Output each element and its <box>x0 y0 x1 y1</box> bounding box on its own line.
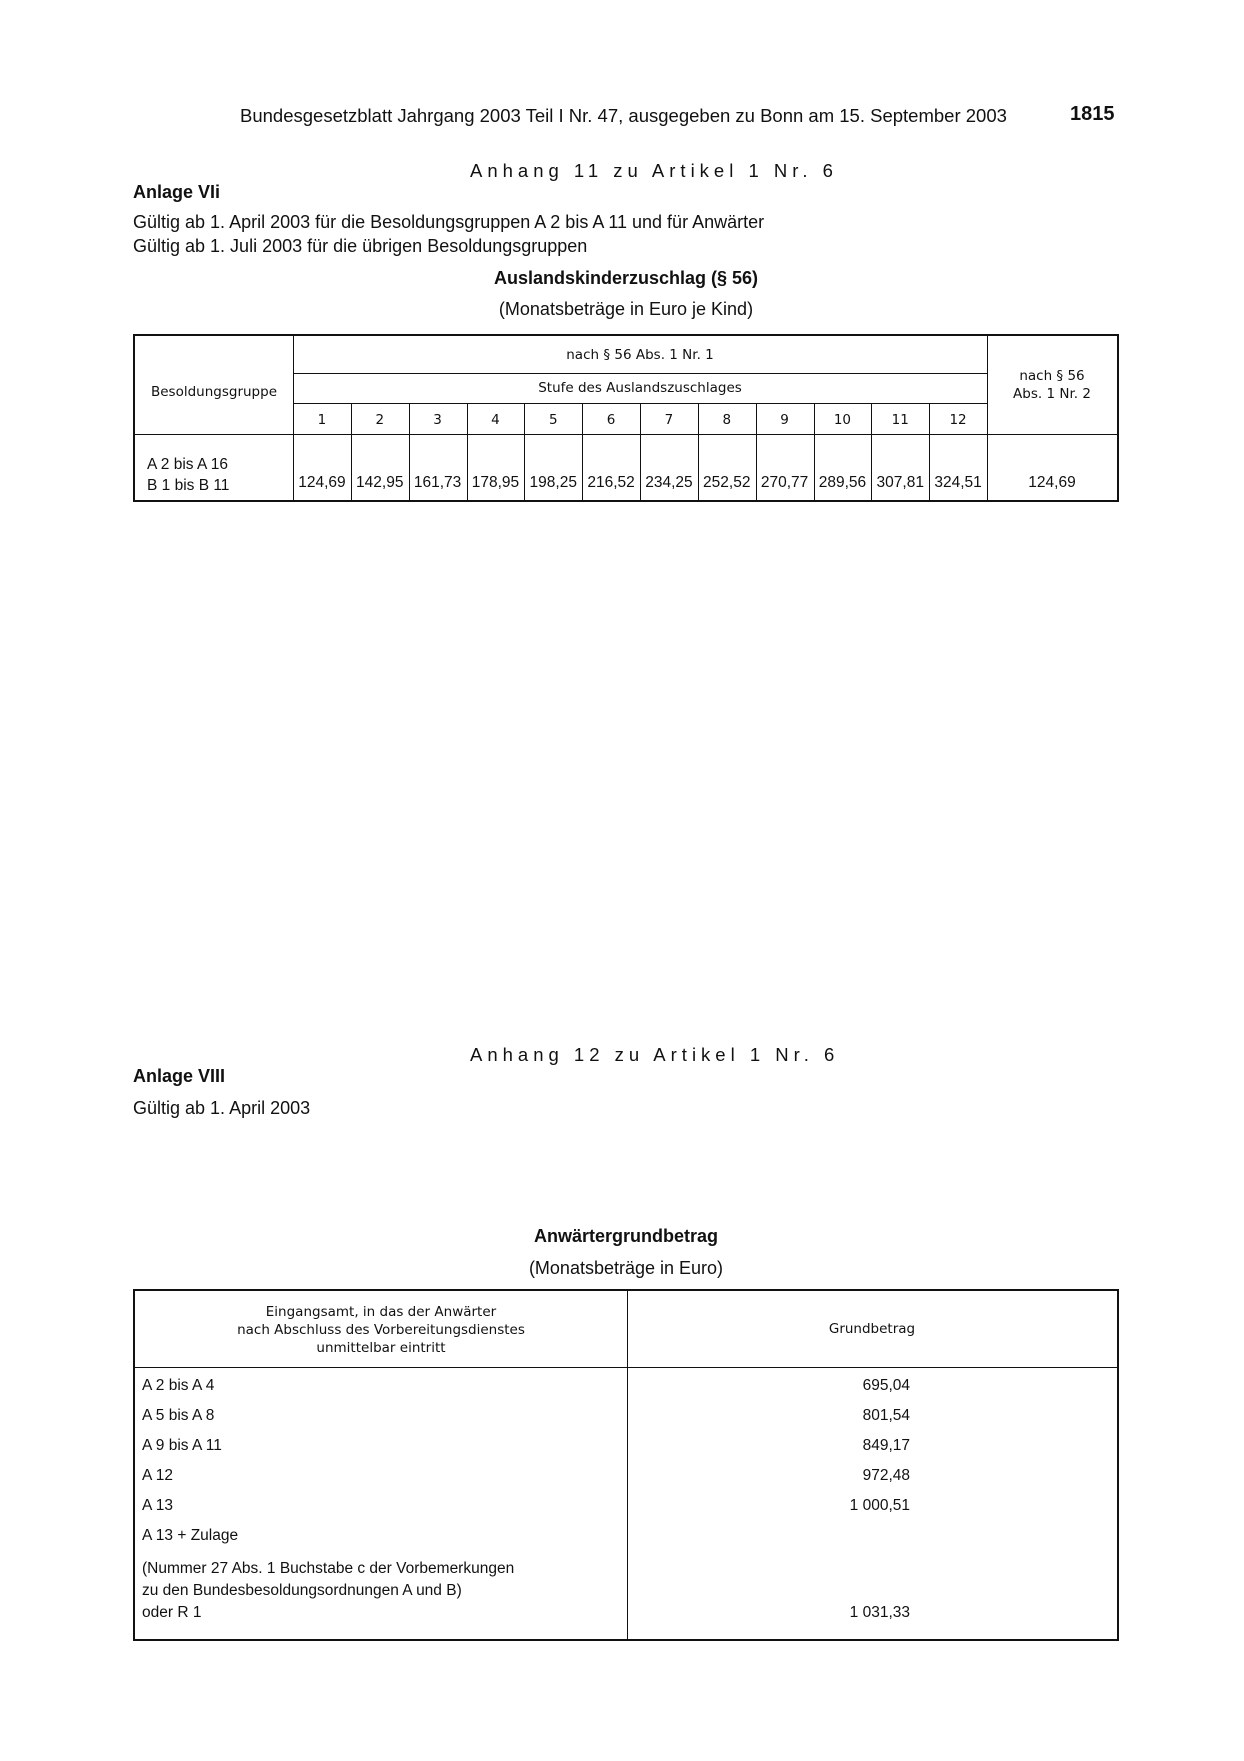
table-row-value: 849,17 <box>862 1437 910 1454</box>
row-label-line2: B 1 bis B 11 <box>147 477 230 494</box>
header-eingangsamt-line2: nach Abschluss des Vorbereitungsdienstes <box>237 1322 525 1338</box>
table-row-label: A 9 bis A 11 <box>142 1437 222 1454</box>
validity-section2: Gültig ab 1. April 2003 <box>133 1098 311 1118</box>
stufe-value-2: 142,95 <box>356 474 404 491</box>
stufe-value-6: 216,52 <box>587 474 635 491</box>
last-row-line1: (Nummer 27 Abs. 1 Buchstabe c der Vorbemerkungen <box>142 1560 515 1577</box>
anhang-11-heading: Anhang 11 zu Artikel 1 Nr. 6 <box>470 160 838 181</box>
anlage-heading: Anlage VIi <box>133 182 221 202</box>
stufe-header-7: 7 <box>664 412 674 428</box>
row-label-line1: A 2 bis A 16 <box>147 456 229 473</box>
table-row-label: A 13 + Zulage <box>142 1527 239 1544</box>
stufe-value-12: 324,51 <box>934 474 982 491</box>
stufe-header-8: 8 <box>722 412 732 428</box>
stufe-header-12: 12 <box>949 412 967 428</box>
last-row-line3: oder R 1 <box>142 1604 202 1621</box>
stufe-header-10: 10 <box>833 412 851 428</box>
header-nach-56-line2: Abs. 1 Nr. 2 <box>1013 386 1091 402</box>
stufe-header-6: 6 <box>606 412 616 428</box>
table-row-value: 801,54 <box>862 1407 910 1424</box>
page-header-title: Bundesgesetzblatt Jahrgang 2003 Teil I Nr. 47, ausgegeben zu Bonn am 15. September 2003 <box>240 105 1007 126</box>
stufe-value-10: 289,56 <box>818 474 867 491</box>
stufe-header-4: 4 <box>491 412 500 428</box>
stufe-header-5: 5 <box>548 412 558 428</box>
stufe-value-4: 178,95 <box>471 474 520 491</box>
besoldungsgruppe-header: Besoldungsgruppe <box>150 384 277 400</box>
table-1-subtitle: (Monatsbeträge in Euro je Kind) <box>498 299 754 319</box>
stufe-header-9: 9 <box>780 412 789 428</box>
validity-line-2: Gültig ab 1. Juli 2003 für die übrigen Besoldungsgruppen <box>133 236 588 256</box>
anlage-viii-heading: Anlage VIII <box>133 1066 226 1086</box>
header-grundbetrag: Grundbetrag <box>828 1321 916 1337</box>
stufe-value-8: 252,52 <box>703 474 751 491</box>
table-row-label: A 5 bis A 8 <box>142 1407 215 1424</box>
last-row-line2: zu den Bundesbesoldungsordnungen A und B) <box>142 1582 462 1599</box>
stufe-header-11: 11 <box>891 412 909 428</box>
stufe-header-2: 2 <box>375 412 385 428</box>
stufe-header-1: 1 <box>317 412 327 428</box>
table-row-label: A 13 <box>142 1497 174 1514</box>
validity-line-1: Gültig ab 1. April 2003 für die Besoldungsgruppen A 2 bis A 11 und für Anwärter <box>133 212 765 232</box>
table-2-subtitle: (Monatsbeträge in Euro) <box>528 1258 724 1278</box>
stufe-value-1: 124,69 <box>298 474 346 491</box>
header-nach-56-line1: nach § 56 <box>1019 368 1085 384</box>
table-row-label: A 2 bis A 4 <box>142 1377 215 1394</box>
stufe-value-7: 234,25 <box>645 474 693 491</box>
header-nach-56-abs1-nr1: nach § 56 Abs. 1 Nr. 1 <box>566 347 714 363</box>
table-row-value: 1 000,51 <box>849 1497 910 1514</box>
stufe-value-9: 270,77 <box>760 474 809 491</box>
header-eingangsamt-line1: Eingangsamt, in das der Anwärter <box>265 1304 497 1320</box>
page-number: 1815 <box>1070 103 1115 125</box>
anwaertergrundbetrag-table <box>133 1289 1119 1641</box>
last-row-value: 1 031,33 <box>849 1604 910 1621</box>
anhang-12-heading: Anhang 12 zu Artikel 1 Nr. 6 <box>470 1044 840 1065</box>
table-1-title: Auslandskinderzuschlag (§ 56) <box>493 268 759 288</box>
header-eingangsamt-line3: unmittelbar eintritt <box>316 1340 446 1356</box>
stufe-value-5: 198,25 <box>529 474 577 491</box>
value-abs1-nr2: 124,69 <box>1028 474 1076 491</box>
auslandskinderzuschlag-table <box>133 334 1119 502</box>
table-row-value: 695,04 <box>862 1377 910 1394</box>
header-stufe: Stufe des Auslandszuschlages <box>538 380 742 396</box>
table-row-value: 972,48 <box>862 1467 910 1484</box>
stufe-value-11: 307,81 <box>876 474 924 491</box>
table-row-label: A 12 <box>142 1467 174 1484</box>
stufe-value-3: 161,73 <box>413 474 462 491</box>
table-2-title: Anwärtergrundbetrag <box>533 1226 719 1246</box>
stufe-header-3: 3 <box>433 412 442 428</box>
